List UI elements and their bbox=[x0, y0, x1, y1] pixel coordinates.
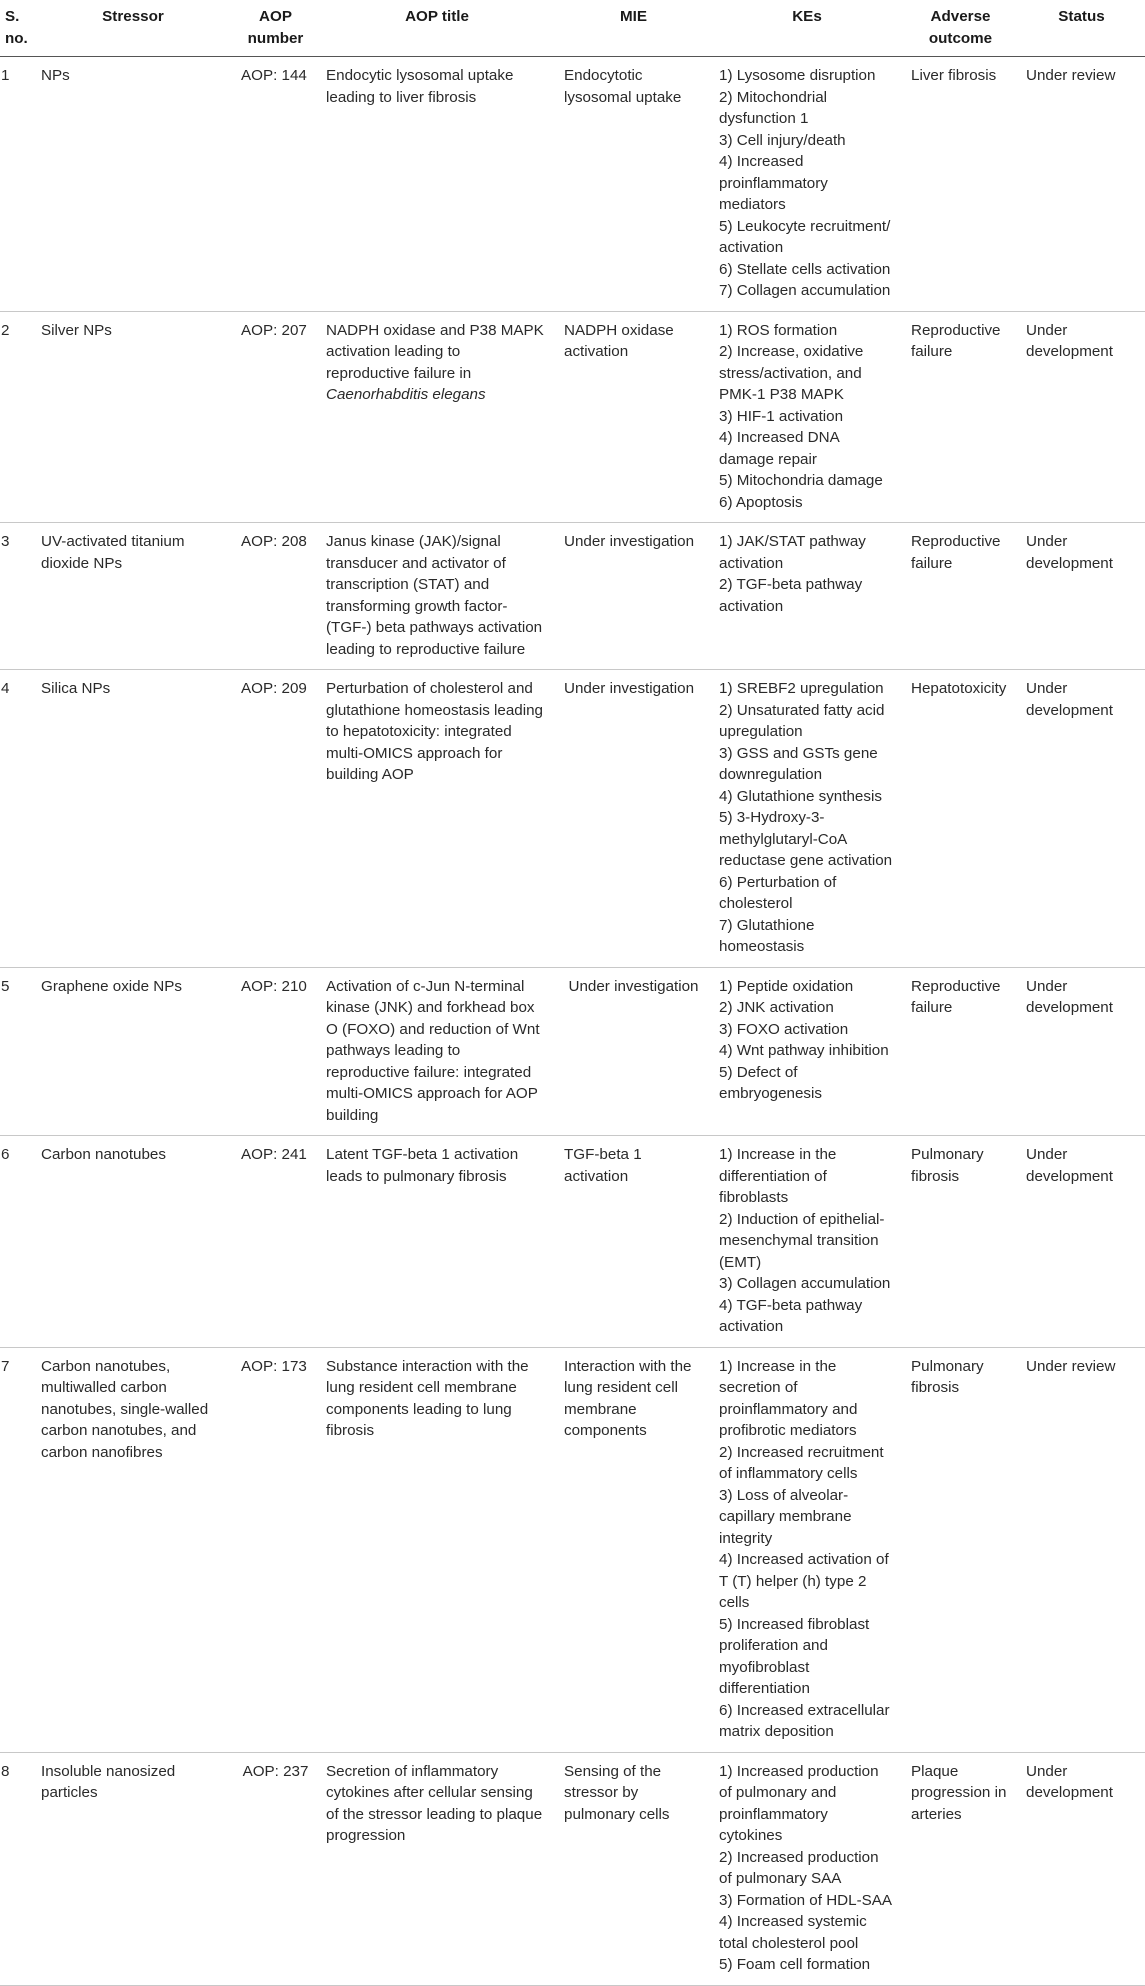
ke-item: 3) Formation of HDL-SAA bbox=[719, 1891, 893, 1909]
ke-item: 1) ROS formation bbox=[719, 321, 838, 339]
header-row bbox=[0, 0, 1145, 57]
cell-adverse-outcome: Hepatotoxicity bbox=[903, 670, 1018, 968]
cell-aop-number: AOP: 237 bbox=[233, 1752, 318, 1985]
ke-item: 6) Increased extracellular matrix deposition bbox=[719, 1701, 890, 1740]
cell-mie: TGF-beta 1 activation bbox=[556, 1136, 711, 1348]
cell-sno: 2 bbox=[0, 311, 33, 523]
cell-mie: Sensing of the stressor by pulmonary cells bbox=[556, 1752, 711, 1985]
cell-status: Under development bbox=[1018, 1752, 1145, 1985]
header-aop-number: AOP number bbox=[233, 0, 318, 57]
header-status: Status bbox=[1018, 0, 1145, 57]
cell-status: Under development bbox=[1018, 523, 1145, 670]
cell-stressor: Silver NPs bbox=[33, 311, 233, 523]
ke-item: 2) Unsaturated fatty acid upregulation bbox=[719, 701, 885, 740]
ke-item: 5) Increased fibroblast proliferation and myofibroblast differentiation bbox=[719, 1615, 870, 1697]
ke-item: 6) Perturbation of cholesterol bbox=[719, 873, 837, 912]
cell-sno: 1 bbox=[0, 57, 33, 312]
cell-kes bbox=[711, 1752, 903, 1985]
table-row bbox=[0, 967, 1145, 1136]
cell-aop-title bbox=[318, 57, 556, 312]
cell-kes bbox=[711, 670, 903, 968]
ke-item: 1) Peptide oxidation bbox=[719, 977, 854, 995]
aop-title-text: Activation of c-Jun N-terminal kinase (JNK) and forkhead box O (FOXO) and reduction of Wnt pathways leading to reproductive failure: integrated multi-OMICS approach for AOP building bbox=[326, 977, 540, 1124]
cell-status: Under development bbox=[1018, 311, 1145, 523]
ke-item: 1) Lysosome disruption bbox=[719, 67, 876, 84]
aop-title-text: Substance interaction with the lung resident cell membrane components leading to lung fibrosis bbox=[326, 1357, 529, 1439]
ke-item: 1) SREBF2 upregulation bbox=[719, 680, 884, 697]
ke-item: 7) Collagen accumulation bbox=[719, 282, 891, 299]
aop-title-text: Endocytic lysosomal uptake leading to liver fibrosis bbox=[326, 67, 514, 106]
aop-title-text: NADPH oxidase and P38 MAPK activation leading to reproductive failure in bbox=[326, 321, 544, 382]
ke-item: 5) Mitochondria damage bbox=[719, 472, 883, 489]
ke-item: 1) Increased production of pulmonary and proinflammatory cytokines bbox=[719, 1762, 879, 1844]
table-header bbox=[0, 0, 1145, 57]
cell-adverse-outcome: Reproductive failure bbox=[903, 967, 1018, 1136]
cell-sno: 8 bbox=[0, 1752, 33, 1985]
ke-item: 2) Increased recruitment of inflammatory cells bbox=[719, 1443, 884, 1482]
cell-sno: 3 bbox=[0, 523, 33, 670]
ke-item: 2) Mitochondrial dysfunction 1 bbox=[719, 88, 828, 127]
aop-title-text: Perturbation of cholesterol and glutathione homeostasis leading to hepatotoxicity: integrated multi-OMICS approach for building AOP bbox=[326, 680, 543, 783]
ke-item: 6) Apoptosis bbox=[719, 493, 803, 511]
ke-item: 7) Glutathione homeostasis bbox=[719, 916, 815, 955]
cell-status: Under review bbox=[1018, 1347, 1145, 1752]
ke-item: 6) Stellate cells activation bbox=[719, 260, 891, 278]
cell-stressor: Carbon nanotubes bbox=[33, 1136, 233, 1348]
cell-adverse-outcome: Plaque progression in arteries bbox=[903, 1752, 1018, 1985]
ke-item: 3) HIF-1 activation bbox=[719, 407, 844, 425]
cell-mie: Endocytotic lysosomal uptake bbox=[556, 57, 711, 312]
cell-aop-number: AOP: 241 bbox=[233, 1136, 318, 1348]
table-row bbox=[0, 57, 1145, 312]
cell-stressor: Carbon nanotubes, multiwalled carbon nanotubes, single-walled carbon nanotubes, and carbon nanofibres bbox=[33, 1347, 233, 1752]
ke-item: 1) JAK/STAT pathway activation bbox=[719, 533, 866, 572]
ke-item: 4) Increased DNA damage repair bbox=[719, 429, 839, 468]
cell-kes bbox=[711, 57, 903, 312]
cell-mie: Under investigation bbox=[556, 670, 711, 968]
ke-item: 5) Defect of embryogenesis bbox=[719, 1063, 822, 1102]
cell-aop-title bbox=[318, 1347, 556, 1752]
ke-item: 4) TGF-beta pathway activation bbox=[719, 1296, 863, 1335]
table-body bbox=[0, 57, 1145, 1986]
cell-stressor: UV-activated titanium dioxide NPs bbox=[33, 523, 233, 670]
cell-sno: 5 bbox=[0, 967, 33, 1136]
header-kes: KEs bbox=[711, 0, 903, 57]
cell-aop-title bbox=[318, 967, 556, 1136]
cell-aop-number: AOP: 208 bbox=[233, 523, 318, 670]
cell-status: Under development bbox=[1018, 670, 1145, 968]
cell-sno: 4 bbox=[0, 670, 33, 968]
cell-kes bbox=[711, 1136, 903, 1348]
cell-stressor: Silica NPs bbox=[33, 670, 233, 968]
cell-aop-number: AOP: 210 bbox=[233, 967, 318, 1136]
cell-aop-title bbox=[318, 1136, 556, 1348]
ke-item: 4) Wnt pathway inhibition bbox=[719, 1042, 889, 1059]
header-sno: S. no. bbox=[0, 0, 33, 57]
ke-item: 2) TGF-beta pathway activation bbox=[719, 576, 863, 615]
cell-kes bbox=[711, 967, 903, 1136]
ke-item: 2) JNK activation bbox=[719, 999, 834, 1016]
cell-sno: 7 bbox=[0, 1347, 33, 1752]
ke-item: 5) 3-Hydroxy-3-methylglutaryl-CoA reductase gene activation bbox=[719, 809, 893, 869]
table-row bbox=[0, 1136, 1145, 1348]
table-row bbox=[0, 311, 1145, 523]
cell-aop-number: AOP: 173 bbox=[233, 1347, 318, 1752]
cell-mie: NADPH oxidase activation bbox=[556, 311, 711, 523]
cell-mie: Under investigation bbox=[556, 967, 711, 1136]
cell-status: Under development bbox=[1018, 967, 1145, 1136]
header-stressor: Stressor bbox=[33, 0, 233, 57]
cell-adverse-outcome: Reproductive failure bbox=[903, 311, 1018, 523]
ke-item: 5) Leukocyte recruitment/ activation bbox=[719, 217, 891, 256]
cell-stressor: NPs bbox=[33, 57, 233, 312]
ke-item: 4) Increased proinflammatory mediators bbox=[719, 153, 828, 213]
cell-aop-number: AOP: 209 bbox=[233, 670, 318, 968]
cell-status: Under review bbox=[1018, 57, 1145, 312]
header-mie: MIE bbox=[556, 0, 711, 57]
cell-adverse-outcome: Liver fibrosis bbox=[903, 57, 1018, 312]
table-row bbox=[0, 1752, 1145, 1985]
ke-item: 2) Increased production of pulmonary SAA bbox=[719, 1848, 879, 1887]
table-row bbox=[0, 523, 1145, 670]
ke-item: 4) Increased activation of T (T) helper (h) type 2 cells bbox=[719, 1551, 889, 1611]
ke-item: 3) Collagen accumulation bbox=[719, 1275, 891, 1292]
ke-item: 5) Foam cell formation bbox=[719, 1956, 871, 1973]
ke-item: 1) Increase in the secretion of proinflammatory and profibrotic mediators bbox=[719, 1357, 858, 1439]
cell-status: Under development bbox=[1018, 1136, 1145, 1348]
header-adverse-outcome: Adverse outcome bbox=[903, 0, 1018, 57]
cell-aop-title bbox=[318, 670, 556, 968]
cell-aop-title bbox=[318, 523, 556, 670]
cell-stressor: Insoluble nanosized particles bbox=[33, 1752, 233, 1985]
table-row bbox=[0, 1347, 1145, 1752]
cell-kes bbox=[711, 1347, 903, 1752]
ke-item: 1) Increase in the differentiation of fibroblasts bbox=[719, 1146, 837, 1206]
ke-item: 3) Cell injury/death bbox=[719, 131, 846, 149]
cell-adverse-outcome: Pulmonary fibrosis bbox=[903, 1136, 1018, 1348]
ke-item: 2) Increase, oxidative stress/activation, and PMK-1 P38 MAPK bbox=[719, 343, 864, 403]
aop-title-species: Caenorhabditis elegans bbox=[326, 386, 486, 403]
cell-adverse-outcome: Reproductive failure bbox=[903, 523, 1018, 670]
header-aop-title: AOP title bbox=[318, 0, 556, 57]
cell-kes bbox=[711, 311, 903, 523]
cell-kes bbox=[711, 523, 903, 670]
cell-mie: Under investigation bbox=[556, 523, 711, 670]
cell-aop-number: AOP: 207 bbox=[233, 311, 318, 523]
ke-item: 4) Increased systemic total cholesterol pool bbox=[719, 1913, 867, 1952]
cell-aop-title bbox=[318, 311, 556, 523]
table-row bbox=[0, 670, 1145, 968]
aop-title-text: Latent TGF-beta 1 activation leads to pulmonary fibrosis bbox=[326, 1146, 519, 1185]
ke-item: 3) Loss of alveolar-capillary membrane integrity bbox=[719, 1486, 852, 1547]
cell-aop-title bbox=[318, 1752, 556, 1985]
cell-adverse-outcome: Pulmonary fibrosis bbox=[903, 1347, 1018, 1752]
cell-sno: 6 bbox=[0, 1136, 33, 1348]
aop-title-text: Janus kinase (JAK)/signal transducer and activator of transcription (STAT) and transforming growth factor-(TGF-) beta pathways activation leading to reproductive failure bbox=[326, 533, 543, 658]
cell-mie: Interaction with the lung resident cell membrane components bbox=[556, 1347, 711, 1752]
ke-item: 3) GSS and GSTs gene downregulation bbox=[719, 744, 878, 783]
cell-aop-number: AOP: 144 bbox=[233, 57, 318, 312]
ke-item: 3) FOXO activation bbox=[719, 1020, 849, 1038]
aop-title-text: Secretion of inflammatory cytokines after cellular sensing of the stressor leading to plaque progression bbox=[326, 1762, 543, 1844]
cell-stressor: Graphene oxide NPs bbox=[33, 967, 233, 1136]
ke-item: 4) Glutathione synthesis bbox=[719, 787, 882, 805]
ke-item: 2) Induction of epithelial-mesenchymal transition (EMT) bbox=[719, 1210, 885, 1271]
